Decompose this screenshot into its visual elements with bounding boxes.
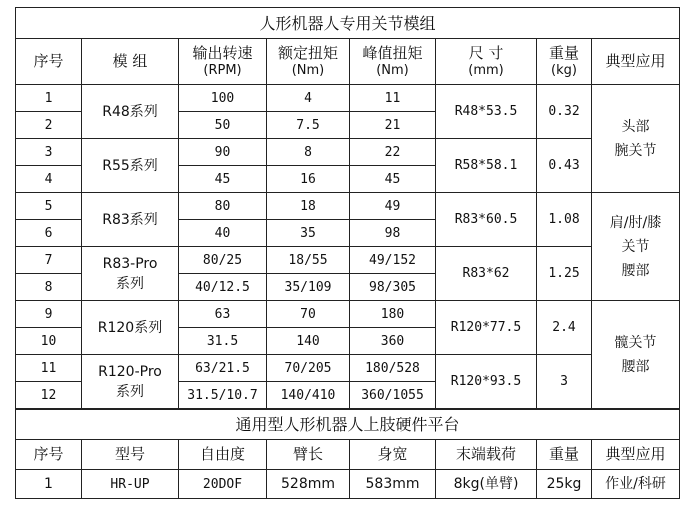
table-header-row [16, 39, 680, 85]
header-label: 尺 寸 [468, 43, 504, 62]
model-cell: HR-UP [82, 470, 179, 499]
application-line: 腰部 [621, 262, 650, 279]
peak-torque-cell: 98/305 [350, 274, 436, 301]
header-label: 输出转速 [192, 43, 253, 62]
size-cell: R120*93.5 [436, 355, 537, 409]
peak-torque-cell: 22 [350, 139, 436, 166]
weight-cell: 3 [537, 355, 592, 409]
speed-cell: 45 [179, 166, 267, 193]
application-cell [592, 301, 680, 409]
rated-torque-cell: 140/410 [267, 382, 350, 409]
table-row [16, 85, 680, 112]
weight-cell: 0.43 [537, 139, 592, 193]
header-cell: 重量 [537, 440, 592, 470]
speed-cell: 90 [179, 139, 267, 166]
peak-torque-cell: 49 [350, 193, 436, 220]
module-name: R55系列 [102, 157, 158, 174]
row-number-cell: 5 [16, 193, 82, 220]
row-number-cell: 11 [16, 355, 82, 382]
peak-torque-cell: 180 [350, 301, 436, 328]
weight-cell: 2.4 [537, 301, 592, 355]
header-cell: 型号 [82, 440, 179, 470]
application-line: 肩/肘/膝 [609, 214, 662, 231]
size-cell: R58*58.1 [436, 139, 537, 193]
row-number-cell: 12 [16, 382, 82, 409]
speed-cell: 40 [179, 220, 267, 247]
speed-cell: 31.5/10.7 [179, 382, 267, 409]
table-row [16, 355, 680, 382]
rated-torque-cell: 4 [267, 85, 350, 112]
row-number-cell: 4 [16, 166, 82, 193]
header-cell: 典型应用 [592, 440, 680, 470]
size-cell: R48*53.5 [436, 85, 537, 139]
speed-cell: 31.5 [179, 328, 267, 355]
row-number-cell: 2 [16, 112, 82, 139]
header-cell [592, 39, 680, 85]
header-label: 典型应用 [605, 52, 666, 70]
header-cell [350, 39, 436, 85]
module-cell [82, 139, 179, 193]
module-cell [82, 193, 179, 247]
header-label: 峰值扭矩 [362, 43, 423, 62]
table-row [16, 470, 680, 499]
app-cell: 作业/科研 [592, 470, 680, 499]
speed-cell: 100 [179, 85, 267, 112]
peak-torque-cell: 11 [350, 85, 436, 112]
module-name: 系列 [116, 275, 144, 292]
no-cell: 1 [16, 470, 82, 499]
module-name: R120-Pro [98, 363, 162, 380]
rated-torque-cell: 18/55 [267, 247, 350, 274]
rated-torque-cell: 70 [267, 301, 350, 328]
row-number-cell: 9 [16, 301, 82, 328]
rated-torque-cell: 140 [267, 328, 350, 355]
module-name: R83-Pro [102, 255, 158, 272]
application-line: 腕关节 [614, 142, 657, 159]
row-number-cell: 3 [16, 139, 82, 166]
weight-cell: 0.32 [537, 85, 592, 139]
upper-limb-platform-table [15, 409, 680, 499]
table-row [16, 301, 680, 328]
header-unit: (kg) [551, 62, 577, 78]
speed-cell: 50 [179, 112, 267, 139]
module-cell [82, 301, 179, 355]
peak-torque-cell: 98 [350, 220, 436, 247]
width-cell: 583mm [350, 470, 436, 499]
peak-torque-cell: 360/1055 [350, 382, 436, 409]
table-title: 人形机器人专用关节模组 [16, 8, 680, 39]
rated-torque-cell: 16 [267, 166, 350, 193]
rated-torque-cell: 8 [267, 139, 350, 166]
peak-torque-cell: 45 [350, 166, 436, 193]
rated-torque-cell: 35/109 [267, 274, 350, 301]
weight-cell: 1.25 [537, 247, 592, 301]
header-cell [179, 39, 267, 85]
speed-cell: 40/12.5 [179, 274, 267, 301]
module-name: 系列 [116, 383, 144, 400]
rated-torque-cell: 18 [267, 193, 350, 220]
section-title: 通用型人形机器人上肢硬件平台 [16, 410, 680, 440]
table-header-row [16, 440, 680, 470]
row-number-cell: 1 [16, 85, 82, 112]
peak-torque-cell: 21 [350, 112, 436, 139]
module-name: R83系列 [102, 211, 158, 228]
header-unit: (mm) [468, 62, 504, 78]
application-cell [592, 85, 680, 193]
header-unit: (RPM) [203, 62, 242, 78]
table-row [16, 139, 680, 166]
application-cell [592, 193, 680, 301]
row-number-cell: 8 [16, 274, 82, 301]
header-cell [537, 39, 592, 85]
table-row [16, 247, 680, 274]
row-number-cell: 6 [16, 220, 82, 247]
header-cell [267, 39, 350, 85]
speed-cell: 63 [179, 301, 267, 328]
header-cell: 身宽 [350, 440, 436, 470]
header-cell [82, 39, 179, 85]
header-unit: (Nm) [376, 62, 409, 78]
header-cell [16, 39, 82, 85]
peak-torque-cell: 360 [350, 328, 436, 355]
header-cell: 序号 [16, 440, 82, 470]
header-label: 重量 [548, 43, 579, 62]
payload-cell: 8kg(单臂) [436, 470, 537, 499]
speed-cell: 63/21.5 [179, 355, 267, 382]
header-cell: 自由度 [179, 440, 267, 470]
speed-cell: 80 [179, 193, 267, 220]
header-label: 序号 [33, 52, 64, 70]
peak-torque-cell: 180/528 [350, 355, 436, 382]
rated-torque-cell: 35 [267, 220, 350, 247]
header-cell [436, 39, 537, 85]
table-row [16, 193, 680, 220]
size-cell: R120*77.5 [436, 301, 537, 355]
row-number-cell: 10 [16, 328, 82, 355]
module-name: R48系列 [102, 103, 158, 120]
speed-cell: 80/25 [179, 247, 267, 274]
application-line: 头部 [621, 118, 650, 135]
arm-cell: 528mm [267, 470, 350, 499]
row-number-cell: 7 [16, 247, 82, 274]
module-name: R120系列 [97, 319, 163, 336]
size-cell: R83*62 [436, 247, 537, 301]
module-cell [82, 85, 179, 139]
rated-torque-cell: 70/205 [267, 355, 350, 382]
size-cell: R83*60.5 [436, 193, 537, 247]
header-label: 额定扭矩 [277, 43, 338, 62]
weight-cell: 25kg [537, 470, 592, 499]
header-cell: 末端载荷 [436, 440, 537, 470]
module-cell [82, 247, 179, 301]
application-line: 腰部 [621, 358, 650, 375]
header-cell: 臂长 [267, 440, 350, 470]
joint-module-table [15, 7, 680, 409]
spec-sheet [15, 7, 679, 499]
rated-torque-cell: 7.5 [267, 112, 350, 139]
application-line: 关节 [621, 238, 650, 255]
dof-cell: 20DOF [179, 470, 267, 499]
application-line: 髋关节 [614, 334, 657, 351]
weight-cell: 1.08 [537, 193, 592, 247]
module-cell [82, 355, 179, 409]
header-label: 模 组 [112, 52, 148, 70]
peak-torque-cell: 49/152 [350, 247, 436, 274]
header-unit: (Nm) [291, 62, 325, 78]
